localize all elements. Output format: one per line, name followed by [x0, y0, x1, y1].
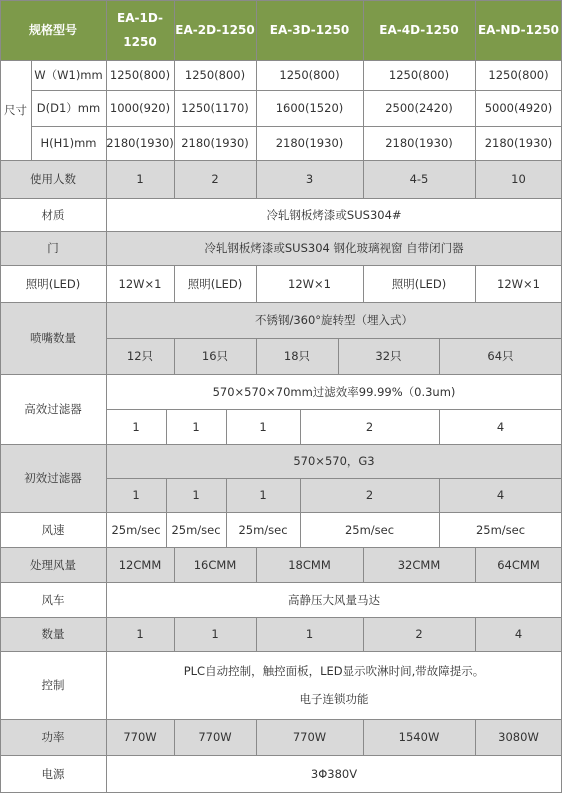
size-w-4: 1250(800) [363, 60, 475, 90]
wind-speed-2: 25m/sec [166, 512, 226, 547]
size-d-5: 5000(4920) [475, 90, 562, 126]
air-volume-1: 12CMM [106, 547, 174, 582]
fan-label: 风车 [0, 582, 106, 617]
size-w-label: W（W1)mm [31, 60, 106, 90]
prefilter-2: 1 [166, 478, 226, 512]
prefilter-spec: 570×570，G3 [106, 444, 562, 478]
door-value: 冷轧钢板烤漆或SUS304 钢化玻璃视窗 自带闭门器 [106, 231, 562, 265]
size-h-label: H(H1)mm [31, 126, 106, 160]
air-volume-3: 18CMM [256, 547, 363, 582]
hepa-label: 高效过滤器 [0, 374, 106, 444]
users-label: 使用人数 [0, 160, 106, 198]
nozzles-label: 喷嘴数量 [0, 302, 106, 374]
users-4: 4-5 [363, 160, 475, 198]
lighting-2: 照明(LED) [174, 265, 256, 302]
wind-speed-1: 25m/sec [106, 512, 166, 547]
users-3: 3 [256, 160, 363, 198]
header-model-1: EA-1D-1250 [106, 0, 174, 60]
users-2: 2 [174, 160, 256, 198]
lighting-4: 照明(LED) [363, 265, 475, 302]
prefilter-5: 4 [439, 478, 562, 512]
control-value [106, 651, 562, 719]
quantity-3: 1 [256, 617, 363, 651]
size-d-3: 1600(1520) [256, 90, 363, 126]
hepa-3: 1 [226, 409, 300, 444]
nozzles-3: 18只 [256, 338, 338, 374]
prefilter-3: 1 [226, 478, 300, 512]
quantity-2: 1 [174, 617, 256, 651]
users-1: 1 [106, 160, 174, 198]
wind-speed-label: 风速 [0, 512, 106, 547]
size-w-5: 1250(800) [475, 60, 562, 90]
prefilter-label: 初效过滤器 [0, 444, 106, 512]
air-volume-label: 处理风量 [0, 547, 106, 582]
hepa-1: 1 [106, 409, 166, 444]
users-5: 10 [475, 160, 562, 198]
header-model-5: EA-ND-1250 [475, 0, 562, 60]
power-1: 770W [106, 719, 174, 755]
power-label: 功率 [0, 719, 106, 755]
size-d-4: 2500(2420) [363, 90, 475, 126]
header-model-3: EA-3D-1250 [256, 0, 363, 60]
size-h-2: 2180(1930) [174, 126, 256, 160]
supply-label: 电源 [0, 755, 106, 793]
power-4: 1540W [363, 719, 475, 755]
size-w-1: 1250(800) [106, 60, 174, 90]
nozzles-4: 32只 [338, 338, 439, 374]
lighting-1: 12W×1 [106, 265, 174, 302]
header-model-4: EA-4D-1250 [363, 0, 475, 60]
control-label: 控制 [0, 651, 106, 719]
hepa-5: 4 [439, 409, 562, 444]
air-volume-2: 16CMM [174, 547, 256, 582]
door-label: 门 [0, 231, 106, 265]
power-5: 3080W [475, 719, 562, 755]
quantity-5: 4 [475, 617, 562, 651]
nozzles-5: 64只 [439, 338, 562, 374]
nozzles-1: 12只 [106, 338, 174, 374]
size-h-5: 2180(1930) [475, 126, 562, 160]
hepa-4: 2 [300, 409, 439, 444]
air-volume-4: 32CMM [363, 547, 475, 582]
wind-speed-4: 25m/sec [300, 512, 439, 547]
power-3: 770W [256, 719, 363, 755]
control-line-1: PLC自动控制，触控面板，LED显示吹淋时间,带故障提示。 [183, 664, 485, 678]
size-d-label: D(D1）mm [31, 90, 106, 126]
size-h-3: 2180(1930) [256, 126, 363, 160]
prefilter-4: 2 [300, 478, 439, 512]
lighting-5: 12W×1 [475, 265, 562, 302]
wind-speed-3: 25m/sec [226, 512, 300, 547]
quantity-label: 数量 [0, 617, 106, 651]
hepa-spec: 570×570×70mm过滤效率99.99%（0.3um) [106, 374, 562, 409]
size-w-2: 1250(800) [174, 60, 256, 90]
material-label: 材质 [0, 198, 106, 231]
size-d-1: 1000(920) [106, 90, 174, 126]
nozzles-type: 不锈钢/360°旋转型（埋入式） [106, 302, 562, 338]
header-spec-label: 规格型号 [0, 0, 106, 60]
size-label: 尺寸 [0, 60, 31, 160]
lighting-3: 12W×1 [256, 265, 363, 302]
quantity-1: 1 [106, 617, 174, 651]
size-h-1: 2180(1930) [106, 126, 174, 160]
quantity-4: 2 [363, 617, 475, 651]
supply-value: 3Φ380V [106, 755, 562, 793]
nozzles-2: 16只 [174, 338, 256, 374]
size-d-2: 1250(1170) [174, 90, 256, 126]
header-model-2: EA-2D-1250 [174, 0, 256, 60]
size-h-4: 2180(1930) [363, 126, 475, 160]
air-volume-5: 64CMM [475, 547, 562, 582]
hepa-2: 1 [166, 409, 226, 444]
wind-speed-5: 25m/sec [439, 512, 562, 547]
lighting-label: 照明(LED) [0, 265, 106, 302]
material-value: 冷轧钢板烤漆或SUS304# [106, 198, 562, 231]
power-2: 770W [174, 719, 256, 755]
fan-value: 高静压大风量马达 [106, 582, 562, 617]
prefilter-1: 1 [106, 478, 166, 512]
size-w-3: 1250(800) [256, 60, 363, 90]
control-line-2: 电子连锁功能 [299, 692, 369, 706]
